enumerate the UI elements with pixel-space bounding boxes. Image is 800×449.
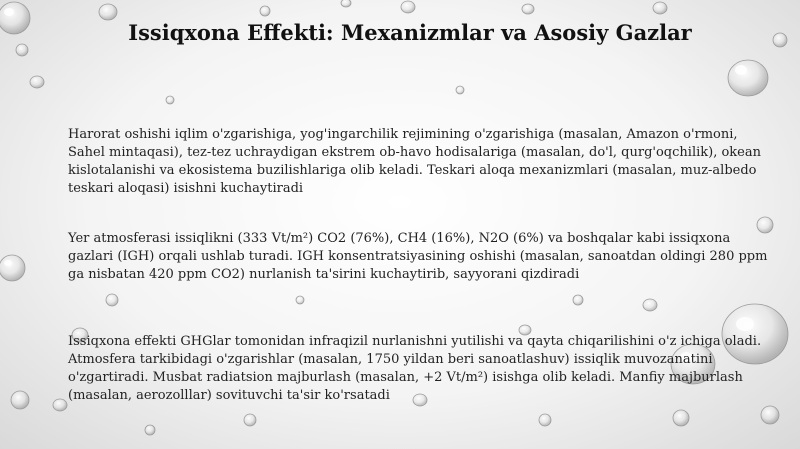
slide-title: Issiqxona Effekti: Mexanizmlar va Asosiy Gazlar [128,20,692,45]
paragraph-climate-impacts: Harorat oshishi iqlim o'zgarishiga, yog'ingarchilik rejimining o'zgarishiga (masalan, Amazon o'rmoni, Sahel mintaqasi), tez-tez uchraydigan ekstrem ob-havo hodisalariga (masalan, do'l, qurg'oqchilik), okean kislotalanishi va ekosistema buzilishlariga olib keladi. Teskari aloqa mexanizmlari (masalan, muz-albedo teskari aloqasi) isishni kuchaytiradi [68,127,761,196]
paragraph-greenhouse-effect-mechanism: Issiqxona effekti GHGlar tomonidan infraqizil nurlanishni yutilishi va qayta chiqarilishini o'z ichiga oladi. Atmosfera tarkibidagi o'zgarishlar (masalan, 1750 yildan beri sanoatlashuv) issiqlik muvozanatini o'zgartiradi. Musbat radiatsion majburlash (masalan, +2 Vt/m²) isishga olib keladi. Manfiy majburlash (masalan, aerozolllar) sovituvchi ta'sir ko'rsatadi [68,334,762,403]
paragraph-greenhouse-gases: Yer atmosferasi issiqlikni (333 Vt/m²) CO2 (76%), CH4 (16%), N2O (6%) va boshqalar kabi issiqxona gazlari (IGH) orqali ushlab turadi. IGH konsentratsiyasining oshishi (masalan, sanoatdan oldingi 280 ppm ga nisbatan 420 ppm CO2) nurlanish ta'sirini kuchaytirib, sayyorani qizdiradi [68,231,768,282]
